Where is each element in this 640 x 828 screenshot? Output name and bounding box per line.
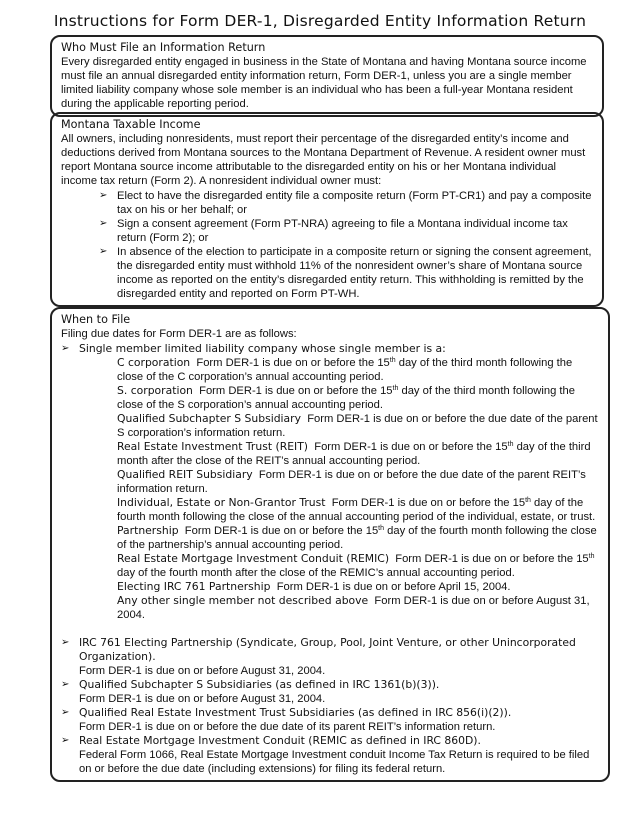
due-date-entry	[117, 594, 599, 622]
due-date-entry	[117, 412, 599, 440]
due-rule: Form DER-1 is due on or before August 31, 2004.	[79, 665, 326, 677]
due-rule-continued: day of the third month after the close of the REIT’s annual accounting period.	[117, 441, 591, 467]
owner-options-list	[61, 189, 593, 301]
arrow-bullet-icon: ➢	[99, 190, 108, 201]
entity-type: Qualified REIT Subsidiary	[117, 468, 253, 481]
due-date-entry	[117, 552, 599, 580]
section-intro: Filing due dates for Form DER-1 are as follows:	[61, 328, 297, 340]
due-rule-continued: day of the fourth month following the close of the partnership’s annual accounting period.	[117, 525, 597, 551]
due-date-entry	[117, 384, 599, 412]
section-body: All owners, including nonresidents, must report their percentage of the disregarded entity’s income and deductions derived from Montana sources to the Montana Department of Revenue. A resident owner must report Montana source income attributable to the disregarded entity on his or her Montana individual income tax return (Form 2). A nonresident individual owner must:	[61, 133, 586, 187]
arrow-bullet-icon: ➢	[61, 707, 70, 718]
other-entity-list	[61, 636, 599, 776]
ordinal-suffix: th	[389, 357, 396, 364]
due-rule: Form DER-1 is due on or before August 31, 2004.	[79, 693, 326, 705]
entity-type: Individual, Estate or Non-Grantor Trust	[117, 496, 326, 509]
montana-taxable-income-section	[50, 112, 604, 307]
due-rule: Form DER-1 is due on or before the due date of the parent S corporation’s information return.	[117, 413, 598, 439]
section-body: Every disregarded entity engaged in business in the State of Montana and having Montana source income must file an annual disregarded entity information return, Form DER-1, unless you are a single member limited liability company whose sole member is an individual who has been a full-year Montana resident during the applicable reporting period.	[61, 56, 587, 110]
due-rule-continued: day of the third month following the close of the S corporation’s annual accounting period.	[117, 385, 575, 411]
list-item: ➢ Sign a consent agreement (Form PT-NRA) agreeing to file a Montana individual income tax return (Form 2); or	[99, 218, 568, 244]
due-rule: Form DER-1 is due on or before August 31, 2004.	[117, 595, 590, 621]
filing-categories-list	[61, 342, 599, 622]
list-item	[61, 636, 599, 678]
entity-type: Real Estate Mortgage Investment Conduit (REMIC)	[117, 552, 390, 565]
page-title: Instructions for Form DER-1, Disregarded Entity Information Return	[53, 12, 587, 30]
due-rule: Form DER-1 is due on or before the 15	[184, 525, 379, 537]
due-rule: Form DER-1 is due on or before the 15	[199, 385, 393, 397]
entity-category: Real Estate Mortgage Investment Conduit (REMIC as defined in IRC 860D).	[79, 734, 481, 747]
entity-type: Electing IRC 761 Partnership	[117, 580, 271, 593]
ordinal-suffix: th	[525, 497, 531, 504]
entity-category: Qualified Real Estate Investment Trust Subsidiaries (as defined in IRC 856(i)(2)).	[79, 706, 512, 719]
arrow-bullet-icon: ➢	[99, 246, 108, 257]
due-date-entry	[117, 580, 599, 594]
single-member-entries	[117, 356, 599, 622]
due-date-entry	[117, 496, 599, 524]
ordinal-suffix: th	[392, 385, 399, 392]
due-rule-continued: day of the third month following the close of the C corporation’s annual accounting period.	[117, 357, 573, 383]
due-rule: Form DER-1 is due on or before the due date of its parent REIT’s information return.	[79, 721, 496, 733]
due-rule: Federal Form 1066, Real Estate Mortgage Investment conduit Income Tax Return is required to be filed on or before the due date (including extensions) for filing its federal return.	[79, 749, 590, 775]
due-date-entry	[117, 524, 599, 552]
when-to-file-section	[50, 307, 610, 782]
due-rule-continued: day of the fourth month after the close of the REMIC’s annual accounting period.	[117, 567, 515, 579]
entity-type: S. corporation	[117, 384, 193, 397]
ordinal-suffix: th	[507, 441, 514, 448]
list-item: ➢ Elect to have the disregarded entity file a composite return (Form PT-CR1) and pay a composite tax on his or her behalf; or	[99, 190, 592, 216]
due-rule-continued: day of the fourth month following the close of the annual accounting period of the individual, estate, or trust.	[117, 497, 596, 523]
due-rule: Form DER-1 is due on or before the 15	[395, 553, 589, 565]
section-heading: Who Must File an Information Return	[61, 41, 266, 54]
ordinal-suffix: th	[378, 525, 385, 532]
due-rule: Form DER-1 is due on or before the due date of the parent REIT’s information return.	[117, 469, 586, 495]
list-item	[61, 706, 599, 734]
entity-type: Real Estate Investment Trust (REIT)	[117, 440, 309, 453]
arrow-bullet-icon: ➢	[99, 218, 108, 229]
due-date-entry	[117, 440, 599, 468]
due-rule: Form DER-1 is due on or before the 15	[196, 357, 390, 369]
section-heading: When to File	[61, 313, 131, 326]
list-item	[61, 678, 599, 706]
due-date-entry	[117, 356, 599, 384]
due-rule: Form DER-1 is due on or before the 15	[331, 497, 526, 509]
due-date-entry	[117, 468, 599, 496]
entity-type: Any other single member not described above	[117, 594, 369, 607]
arrow-bullet-icon: ➢	[61, 343, 70, 354]
entity-category: Qualified Subchapter S Subsidiaries (as defined in IRC 1361(b)(3)).	[79, 678, 440, 691]
entity-category: IRC 761 Electing Partnership (Syndicate, Group, Pool, Joint Venture, or other Unincorporated Organization).	[79, 636, 576, 663]
who-must-file-section	[50, 35, 604, 117]
ordinal-suffix: th	[588, 553, 595, 560]
entity-type: Qualified Subchapter S Subsidiary	[117, 412, 301, 425]
list-item	[61, 734, 599, 776]
entity-type: C corporation	[117, 356, 191, 369]
arrow-bullet-icon: ➢	[61, 679, 70, 690]
list-item: ➢ In absence of the election to participate in a composite return or signing the consent agreement, the disregarded entity must withhold 11% of the nonresident owner’s share of Montana source income as reported on the entity’s disregarded entity return. This withholding is remitted by the disregarded entity and reported on Form PT-WH.	[99, 246, 592, 300]
section-heading: Montana Taxable Income	[61, 118, 201, 131]
entity-type: Partnership	[117, 524, 179, 537]
single-member-lead: Single member limited liability company whose single member is a:	[79, 342, 446, 355]
due-rule: Form DER-1 is due on or before April 15, 2004.	[276, 581, 511, 593]
due-rule: Form DER-1 is due on or before the 15	[314, 441, 508, 453]
arrow-bullet-icon: ➢	[61, 735, 70, 746]
list-item	[61, 342, 599, 622]
arrow-bullet-icon: ➢	[61, 637, 70, 648]
